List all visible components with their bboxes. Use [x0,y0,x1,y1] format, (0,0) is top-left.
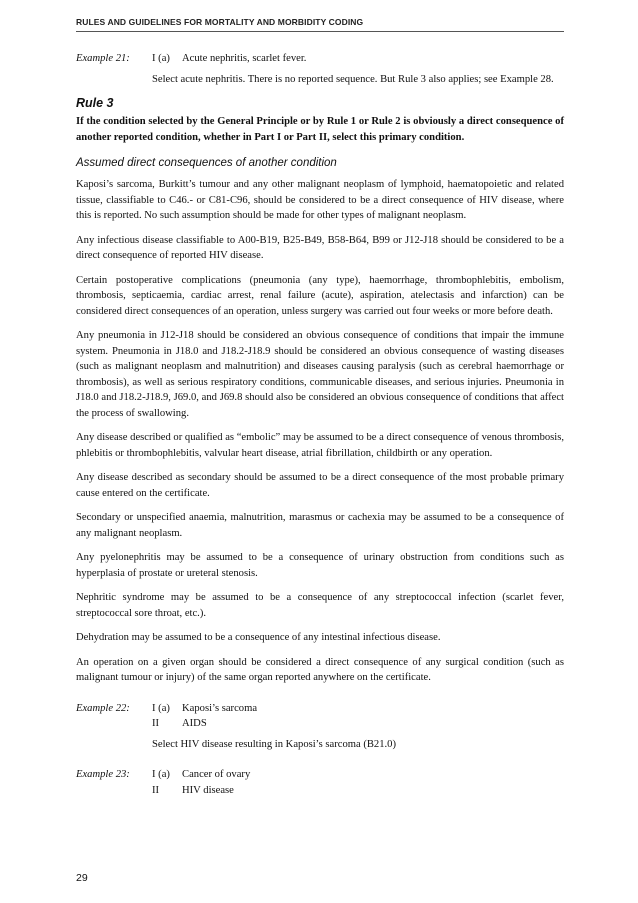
paragraph: Certain postoperative complications (pneumonia (any type), haemorrhage, thrombophlebitis, embolism, thrombosis, septicaemia, cardiac arrest, renal failure (acute), aspiration, atelectasis and infarction) can be considered direct consequences of an operation, unless surgery was carried out four weeks or more before death. [76,274,564,317]
certificate-line [152,767,564,783]
example-body [152,767,564,798]
page-number: 29 [76,872,88,884]
example-label: Example 22: [76,702,130,714]
certificate-entry: Acute nephritis, scarlet fever. [182,53,307,64]
paragraph: Any pneumonia in J12-J18 should be considered an obvious consequence of conditions that impair the immune system. Pneumonia in J18.0 and J18.2-J18.9 should be considered an obvious consequence of wasting diseases (such as malignant neoplasm and malnutrition) and diseases causing paralysis (such as cerebral haemorrhage or thrombosis), as well as serious respiratory conditions, communicable diseases, and serious injuries. Pneumonia in J18.0 and J18.2-J18.9, J69.0, and J69.8 should also be considered an obvious consequence of conditions that affect the process of swallowing. [76,330,564,419]
certificate-line [152,51,564,67]
paragraph: Dehydration may be assumed to be a consequence of any intestinal infectious disease. [76,632,441,643]
certificate-entry: AIDS [182,718,207,729]
example-label: Example 23: [76,769,130,780]
header-divider [76,31,564,32]
paragraph: Any disease described or qualified as “embolic” may be assumed to be a direct consequence of venous thrombosis, phlebitis or thrombophlebitis, valvular heart disease, atrial fibrillation, childbirth or any operation. [76,432,564,459]
example-body [152,51,564,87]
certificate-line [152,716,564,732]
example-22 [76,701,564,753]
paragraph: Any pyelonephritis may be assumed to be a consequence of urinary obstruction from conditions such as hyperplasia of prostate or ureteral stenosis. [76,552,564,579]
certificate-entry: HIV disease [182,784,234,796]
paragraph: Kaposi’s sarcoma, Burkitt’s tumour and any other malignant neoplasm of lymphoid, haematopoietic and related tissue, classifiable to C46.- or C81-C96, should be considered to be a direct consequence of HIV disease, where this is reported. No such assumption should be made for other types of malignant neoplasm. [76,179,564,221]
running-header: RULES AND GUIDELINES FOR MORTALITY AND MORBIDITY CODING [76,17,364,27]
example-body [152,701,564,753]
rule-heading: Rule 3 [76,96,114,110]
certificate-part: II [152,718,160,729]
certificate-part: I (a) [152,702,170,714]
paragraph: Any infectious disease classifiable to A00-B19, B25-B49, B58-B64, B99 or J12-J18 should be considered to be a direct consequence of reported HIV disease. [76,234,564,261]
example-label: Example 21: [76,53,130,64]
paragraph: Nephritic syndrome may be assumed to be a consequence of any streptococcal infection (scarlet fever, streptococcal sore throat, etc.). [76,592,564,619]
paragraph: Any disease described as secondary should be assumed to be a direct consequence of the most probable primary cause entered on the certificate. [76,472,564,499]
page-content [76,51,564,798]
certificate-part: I (a) [152,769,170,780]
example-note: Select acute nephritis. There is no reported sequence. But Rule 3 also applies; see Example 28. [152,73,554,85]
example-21 [76,51,564,87]
certificate-part: II [152,784,160,796]
paragraph: An operation on a given organ should be considered a direct consequence of any surgical condition (such as malignant tumour or injury) of the same organ reported anywhere on the certificate. [76,656,564,683]
section-subheading: Assumed direct consequences of another condition [76,157,337,169]
certificate-part: I (a) [152,53,170,64]
certificate-entry: Kaposi’s sarcoma [182,702,258,714]
example-23 [76,767,564,798]
certificate-line [152,701,564,717]
rule-statement: If the condition selected by the General Principle or by Rule 1 or Rule 2 is obviously a direct consequence of another reported condition, whether in Part I or Part II, select this primary condition. [76,116,564,143]
example-note: Select HIV disease resulting in Kaposi’s sarcoma (B21.0) [152,738,396,750]
certificate-line [152,783,564,799]
certificate-entry: Cancer of ovary [182,769,251,780]
paragraph: Secondary or unspecified anaemia, malnutrition, marasmus or cachexia may be assumed to be a consequence of any malignant neoplasm. [76,512,564,539]
